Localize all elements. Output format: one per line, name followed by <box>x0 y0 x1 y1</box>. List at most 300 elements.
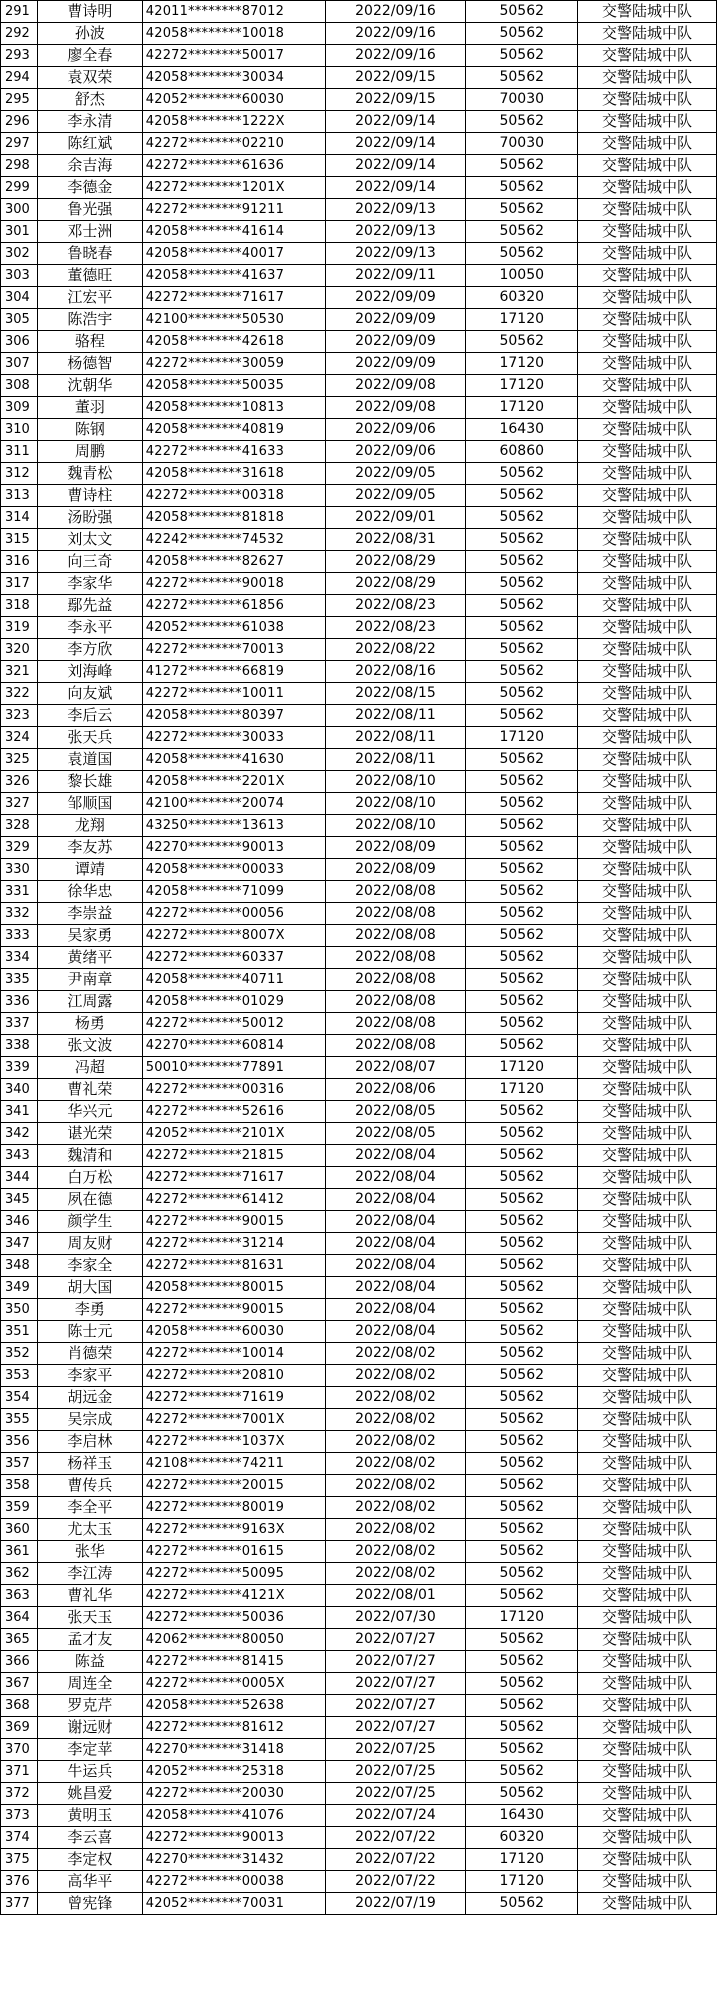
id-number: 42272********81612 <box>142 1717 325 1739</box>
table-row <box>1 793 717 815</box>
table-row <box>1 771 717 793</box>
table-row <box>1 353 717 375</box>
row-index: 314 <box>1 507 38 529</box>
violation-code: 50562 <box>466 837 578 859</box>
unit-name: 交警陆城中队 <box>578 1277 717 1299</box>
violation-code: 50562 <box>466 903 578 925</box>
record-date: 2022/08/07 <box>325 1057 466 1079</box>
table-row <box>1 1475 717 1497</box>
id-number: 42052********2101X <box>142 1123 325 1145</box>
unit-name: 交警陆城中队 <box>578 947 717 969</box>
unit-name: 交警陆城中队 <box>578 639 717 661</box>
id-number: 42272********4121X <box>142 1585 325 1607</box>
table-row <box>1 199 717 221</box>
table-row <box>1 1101 717 1123</box>
row-index: 302 <box>1 243 38 265</box>
person-name: 陈益 <box>37 1651 142 1673</box>
person-name: 尤太玉 <box>37 1519 142 1541</box>
record-date: 2022/08/15 <box>325 683 466 705</box>
record-date: 2022/08/05 <box>325 1123 466 1145</box>
row-index: 357 <box>1 1453 38 1475</box>
record-date: 2022/08/23 <box>325 617 466 639</box>
violation-code: 50562 <box>466 331 578 353</box>
table-row <box>1 155 717 177</box>
person-name: 余吉海 <box>37 155 142 177</box>
person-name: 魏清和 <box>37 1145 142 1167</box>
id-number: 42272********70013 <box>142 639 325 661</box>
row-index: 369 <box>1 1717 38 1739</box>
id-number: 42272********20810 <box>142 1365 325 1387</box>
violation-code: 50562 <box>466 529 578 551</box>
table-row <box>1 1629 717 1651</box>
row-index: 313 <box>1 485 38 507</box>
record-date: 2022/08/29 <box>325 573 466 595</box>
record-date: 2022/08/02 <box>325 1475 466 1497</box>
record-date: 2022/09/06 <box>325 441 466 463</box>
violation-code: 50562 <box>466 771 578 793</box>
person-name: 邓士洲 <box>37 221 142 243</box>
id-number: 42272********00056 <box>142 903 325 925</box>
person-name: 陈钢 <box>37 419 142 441</box>
person-name: 李后云 <box>37 705 142 727</box>
unit-name: 交警陆城中队 <box>578 397 717 419</box>
violation-code: 50562 <box>466 1651 578 1673</box>
id-number: 42242********74532 <box>142 529 325 551</box>
id-number: 41272********66819 <box>142 661 325 683</box>
unit-name: 交警陆城中队 <box>578 1255 717 1277</box>
id-number: 42058********81818 <box>142 507 325 529</box>
violation-code: 50562 <box>466 1189 578 1211</box>
table-row <box>1 397 717 419</box>
table-row <box>1 925 717 947</box>
record-date: 2022/09/01 <box>325 507 466 529</box>
unit-name: 交警陆城中队 <box>578 1651 717 1673</box>
unit-name: 交警陆城中队 <box>578 419 717 441</box>
person-name: 江宏平 <box>37 287 142 309</box>
id-number: 42058********42618 <box>142 331 325 353</box>
table-row <box>1 903 717 925</box>
id-number: 43250********13613 <box>142 815 325 837</box>
unit-name: 交警陆城中队 <box>578 1563 717 1585</box>
row-index: 309 <box>1 397 38 419</box>
violation-code: 50562 <box>466 1233 578 1255</box>
unit-name: 交警陆城中队 <box>578 1233 717 1255</box>
record-date: 2022/07/25 <box>325 1739 466 1761</box>
record-date: 2022/08/31 <box>325 529 466 551</box>
violation-code: 50562 <box>466 815 578 837</box>
table-row <box>1 1453 717 1475</box>
person-name: 周连全 <box>37 1673 142 1695</box>
violation-code: 60320 <box>466 287 578 309</box>
row-index: 356 <box>1 1431 38 1453</box>
id-number: 42272********91211 <box>142 199 325 221</box>
record-date: 2022/07/19 <box>325 1893 466 1915</box>
id-number: 42270********90013 <box>142 837 325 859</box>
person-name: 谭靖 <box>37 859 142 881</box>
table-row <box>1 1783 717 1805</box>
row-index: 328 <box>1 815 38 837</box>
table-row <box>1 1387 717 1409</box>
record-date: 2022/08/29 <box>325 551 466 573</box>
table-row <box>1 991 717 1013</box>
violation-code: 50562 <box>466 1409 578 1431</box>
record-date: 2022/08/02 <box>325 1387 466 1409</box>
record-date: 2022/09/16 <box>325 1 466 23</box>
person-name: 李定权 <box>37 1849 142 1871</box>
table-row <box>1 45 717 67</box>
id-number: 42062********80050 <box>142 1629 325 1651</box>
record-date: 2022/08/16 <box>325 661 466 683</box>
record-date: 2022/09/08 <box>325 375 466 397</box>
unit-name: 交警陆城中队 <box>578 133 717 155</box>
person-name: 李家华 <box>37 573 142 595</box>
id-number: 42272********20015 <box>142 1475 325 1497</box>
table-row <box>1 1695 717 1717</box>
record-date: 2022/08/10 <box>325 815 466 837</box>
unit-name: 交警陆城中队 <box>578 705 717 727</box>
unit-name: 交警陆城中队 <box>578 925 717 947</box>
record-date: 2022/09/05 <box>325 485 466 507</box>
id-number: 42272********90018 <box>142 573 325 595</box>
row-index: 360 <box>1 1519 38 1541</box>
table-row <box>1 1255 717 1277</box>
unit-name: 交警陆城中队 <box>578 89 717 111</box>
unit-name: 交警陆城中队 <box>578 1629 717 1651</box>
record-date: 2022/08/08 <box>325 881 466 903</box>
violation-code: 50562 <box>466 111 578 133</box>
unit-name: 交警陆城中队 <box>578 1827 717 1849</box>
row-index: 294 <box>1 67 38 89</box>
person-name: 李方欣 <box>37 639 142 661</box>
row-index: 295 <box>1 89 38 111</box>
record-date: 2022/08/02 <box>325 1431 466 1453</box>
record-date: 2022/09/09 <box>325 287 466 309</box>
violation-code: 50562 <box>466 1585 578 1607</box>
table-row <box>1 1013 717 1035</box>
record-date: 2022/09/08 <box>325 397 466 419</box>
person-name: 谢远财 <box>37 1717 142 1739</box>
id-number: 42272********41633 <box>142 441 325 463</box>
row-index: 373 <box>1 1805 38 1827</box>
id-number: 42272********02210 <box>142 133 325 155</box>
violation-code: 50562 <box>466 1167 578 1189</box>
violation-code: 17120 <box>466 727 578 749</box>
table-row <box>1 683 717 705</box>
person-name: 胡远金 <box>37 1387 142 1409</box>
unit-name: 交警陆城中队 <box>578 1541 717 1563</box>
row-index: 346 <box>1 1211 38 1233</box>
id-number: 42270********31418 <box>142 1739 325 1761</box>
row-index: 296 <box>1 111 38 133</box>
table-row <box>1 1079 717 1101</box>
table-row <box>1 661 717 683</box>
id-number: 42270********31432 <box>142 1849 325 1871</box>
record-date: 2022/09/14 <box>325 177 466 199</box>
row-index: 365 <box>1 1629 38 1651</box>
unit-name: 交警陆城中队 <box>578 529 717 551</box>
person-name: 李云喜 <box>37 1827 142 1849</box>
person-name: 李启林 <box>37 1431 142 1453</box>
violation-code: 50562 <box>466 617 578 639</box>
violation-code: 50562 <box>466 1761 578 1783</box>
violation-code: 50562 <box>466 969 578 991</box>
record-date: 2022/08/08 <box>325 925 466 947</box>
id-number: 42058********40819 <box>142 419 325 441</box>
person-name: 杨祥玉 <box>37 1453 142 1475</box>
violation-code: 50562 <box>466 67 578 89</box>
table-row <box>1 1849 717 1871</box>
table-row <box>1 1871 717 1893</box>
unit-name: 交警陆城中队 <box>578 177 717 199</box>
id-number: 42272********00038 <box>142 1871 325 1893</box>
unit-name: 交警陆城中队 <box>578 969 717 991</box>
person-name: 舒杰 <box>37 89 142 111</box>
id-number: 42058********30034 <box>142 67 325 89</box>
unit-name: 交警陆城中队 <box>578 1519 717 1541</box>
violation-code: 50562 <box>466 1717 578 1739</box>
id-number: 42272********71617 <box>142 1167 325 1189</box>
record-date: 2022/08/02 <box>325 1453 466 1475</box>
record-date: 2022/08/09 <box>325 837 466 859</box>
row-index: 345 <box>1 1189 38 1211</box>
violation-code: 50562 <box>466 1475 578 1497</box>
unit-name: 交警陆城中队 <box>578 1739 717 1761</box>
person-name: 曹礼华 <box>37 1585 142 1607</box>
unit-name: 交警陆城中队 <box>578 287 717 309</box>
violation-code: 60320 <box>466 1827 578 1849</box>
table-row <box>1 133 717 155</box>
person-name: 李勇 <box>37 1299 142 1321</box>
row-index: 359 <box>1 1497 38 1519</box>
violation-code: 50562 <box>466 793 578 815</box>
table-row <box>1 1189 717 1211</box>
row-index: 371 <box>1 1761 38 1783</box>
unit-name: 交警陆城中队 <box>578 1035 717 1057</box>
row-index: 321 <box>1 661 38 683</box>
unit-name: 交警陆城中队 <box>578 1783 717 1805</box>
unit-name: 交警陆城中队 <box>578 1409 717 1431</box>
table-row <box>1 1717 717 1739</box>
record-date: 2022/07/22 <box>325 1871 466 1893</box>
person-name: 谌光荣 <box>37 1123 142 1145</box>
row-index: 347 <box>1 1233 38 1255</box>
unit-name: 交警陆城中队 <box>578 1101 717 1123</box>
person-name: 孟才友 <box>37 1629 142 1651</box>
person-name: 鲁光强 <box>37 199 142 221</box>
person-name: 吴宗成 <box>37 1409 142 1431</box>
record-date: 2022/07/25 <box>325 1783 466 1805</box>
row-index: 330 <box>1 859 38 881</box>
table-row <box>1 1673 717 1695</box>
table-row <box>1 1299 717 1321</box>
row-index: 311 <box>1 441 38 463</box>
row-index: 368 <box>1 1695 38 1717</box>
table-row <box>1 859 717 881</box>
person-name: 沈朝华 <box>37 375 142 397</box>
table-row <box>1 309 717 331</box>
violation-code: 50562 <box>466 1321 578 1343</box>
violation-code: 50562 <box>466 881 578 903</box>
table-row <box>1 265 717 287</box>
person-name: 李友苏 <box>37 837 142 859</box>
record-date: 2022/07/22 <box>325 1849 466 1871</box>
violation-code: 50562 <box>466 1541 578 1563</box>
person-name: 张天兵 <box>37 727 142 749</box>
row-index: 306 <box>1 331 38 353</box>
record-date: 2022/08/02 <box>325 1497 466 1519</box>
violation-code: 50562 <box>466 45 578 67</box>
table-row <box>1 1211 717 1233</box>
row-index: 339 <box>1 1057 38 1079</box>
table-row <box>1 67 717 89</box>
unit-name: 交警陆城中队 <box>578 441 717 463</box>
unit-name: 交警陆城中队 <box>578 727 717 749</box>
id-number: 42272********8007X <box>142 925 325 947</box>
row-index: 358 <box>1 1475 38 1497</box>
table-row <box>1 221 717 243</box>
violation-code: 17120 <box>466 397 578 419</box>
unit-name: 交警陆城中队 <box>578 507 717 529</box>
row-index: 354 <box>1 1387 38 1409</box>
unit-name: 交警陆城中队 <box>578 463 717 485</box>
unit-name: 交警陆城中队 <box>578 1 717 23</box>
table-row <box>1 705 717 727</box>
record-date: 2022/07/27 <box>325 1651 466 1673</box>
row-index: 329 <box>1 837 38 859</box>
id-number: 42272********61636 <box>142 155 325 177</box>
table-row <box>1 1563 717 1585</box>
id-number: 42272********01615 <box>142 1541 325 1563</box>
person-name: 向三奇 <box>37 551 142 573</box>
row-index: 297 <box>1 133 38 155</box>
table-row <box>1 749 717 771</box>
person-name: 罗克芹 <box>37 1695 142 1717</box>
row-index: 299 <box>1 177 38 199</box>
record-date: 2022/08/10 <box>325 771 466 793</box>
record-date: 2022/09/16 <box>325 45 466 67</box>
unit-name: 交警陆城中队 <box>578 1167 717 1189</box>
row-index: 332 <box>1 903 38 925</box>
person-name: 冯超 <box>37 1057 142 1079</box>
record-date: 2022/07/30 <box>325 1607 466 1629</box>
unit-name: 交警陆城中队 <box>578 1189 717 1211</box>
record-date: 2022/07/27 <box>325 1673 466 1695</box>
unit-name: 交警陆城中队 <box>578 1387 717 1409</box>
table-row <box>1 1805 717 1827</box>
person-name: 李定苹 <box>37 1739 142 1761</box>
record-date: 2022/08/04 <box>325 1255 466 1277</box>
row-index: 293 <box>1 45 38 67</box>
row-index: 344 <box>1 1167 38 1189</box>
row-index: 320 <box>1 639 38 661</box>
violation-code: 50562 <box>466 1277 578 1299</box>
person-name: 龙翔 <box>37 815 142 837</box>
record-date: 2022/09/14 <box>325 155 466 177</box>
person-name: 牛运兵 <box>37 1761 142 1783</box>
record-date: 2022/09/09 <box>325 309 466 331</box>
id-number: 42058********82627 <box>142 551 325 573</box>
id-number: 42272********90013 <box>142 1827 325 1849</box>
table-row <box>1 1123 717 1145</box>
violation-code: 50562 <box>466 661 578 683</box>
violation-code: 17120 <box>466 1079 578 1101</box>
person-name: 李家平 <box>37 1365 142 1387</box>
record-date: 2022/09/14 <box>325 133 466 155</box>
id-number: 42272********50095 <box>142 1563 325 1585</box>
violation-code: 50562 <box>466 1343 578 1365</box>
record-date: 2022/08/04 <box>325 1277 466 1299</box>
table-body <box>1 1 717 1915</box>
id-number: 42272********21815 <box>142 1145 325 1167</box>
row-index: 342 <box>1 1123 38 1145</box>
record-date: 2022/07/24 <box>325 1805 466 1827</box>
id-number: 42052********25318 <box>142 1761 325 1783</box>
unit-name: 交警陆城中队 <box>578 1453 717 1475</box>
violation-code: 50562 <box>466 1629 578 1651</box>
unit-name: 交警陆城中队 <box>578 1805 717 1827</box>
violation-code: 50562 <box>466 1 578 23</box>
record-date: 2022/09/16 <box>325 23 466 45</box>
record-date: 2022/08/08 <box>325 903 466 925</box>
table-row <box>1 551 717 573</box>
person-name: 黎长雄 <box>37 771 142 793</box>
violation-code: 50562 <box>466 221 578 243</box>
table-row <box>1 595 717 617</box>
row-index: 363 <box>1 1585 38 1607</box>
table-row <box>1 441 717 463</box>
table-row <box>1 1431 717 1453</box>
table-row <box>1 1035 717 1057</box>
person-name: 姚昌爱 <box>37 1783 142 1805</box>
id-number: 42052********61038 <box>142 617 325 639</box>
id-number: 42272********0005X <box>142 1673 325 1695</box>
violation-code: 50562 <box>466 1123 578 1145</box>
id-number: 42272********50017 <box>142 45 325 67</box>
unit-name: 交警陆城中队 <box>578 1717 717 1739</box>
person-name: 张天玉 <box>37 1607 142 1629</box>
table-row <box>1 881 717 903</box>
id-number: 42058********10813 <box>142 397 325 419</box>
record-date: 2022/09/09 <box>325 353 466 375</box>
row-index: 366 <box>1 1651 38 1673</box>
record-date: 2022/08/08 <box>325 1013 466 1035</box>
table-row <box>1 1409 717 1431</box>
id-number: 42108********74211 <box>142 1453 325 1475</box>
table-row <box>1 1541 717 1563</box>
row-index: 291 <box>1 1 38 23</box>
id-number: 42272********00318 <box>142 485 325 507</box>
unit-name: 交警陆城中队 <box>578 903 717 925</box>
record-date: 2022/09/06 <box>325 419 466 441</box>
table-row <box>1 815 717 837</box>
record-date: 2022/08/06 <box>325 1079 466 1101</box>
violation-code: 50562 <box>466 859 578 881</box>
table-row <box>1 947 717 969</box>
unit-name: 交警陆城中队 <box>578 1365 717 1387</box>
record-date: 2022/08/22 <box>325 639 466 661</box>
record-date: 2022/08/04 <box>325 1233 466 1255</box>
unit-name: 交警陆城中队 <box>578 1761 717 1783</box>
id-number: 42272********61412 <box>142 1189 325 1211</box>
row-index: 298 <box>1 155 38 177</box>
violation-code: 50562 <box>466 595 578 617</box>
violation-code: 17120 <box>466 1057 578 1079</box>
unit-name: 交警陆城中队 <box>578 331 717 353</box>
row-index: 310 <box>1 419 38 441</box>
person-name: 江周露 <box>37 991 142 1013</box>
id-number: 42272********52616 <box>142 1101 325 1123</box>
unit-name: 交警陆城中队 <box>578 991 717 1013</box>
